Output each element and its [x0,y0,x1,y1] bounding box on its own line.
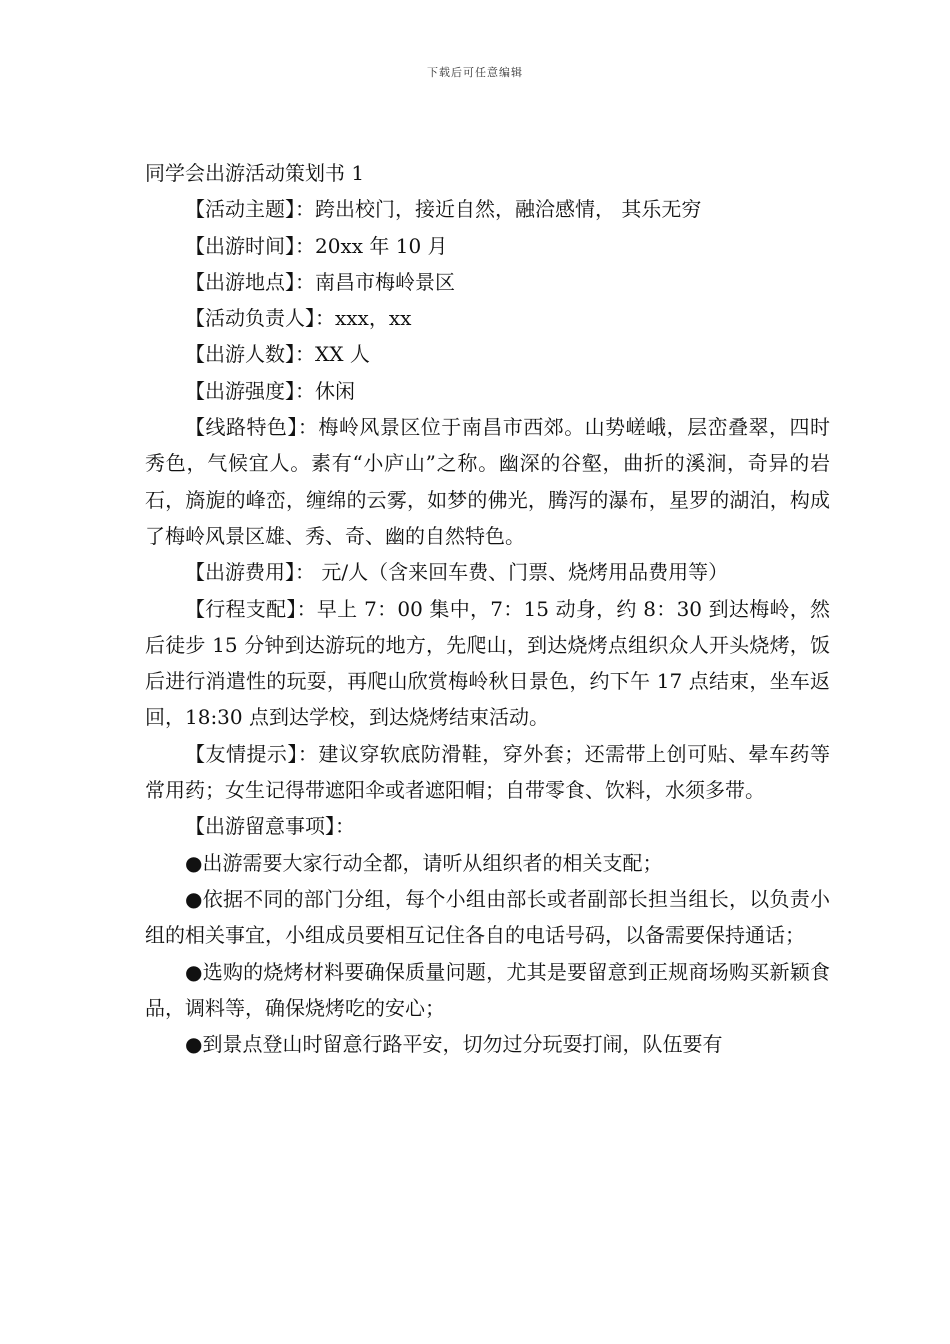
item-headcount [145,336,830,372]
item-label: 【出游地点】： [185,269,315,294]
item-label: 【出游人数】： [185,342,315,367]
item-label: 【出游时间】： [185,233,315,258]
item-label: 【线路特色】： [185,415,319,440]
item-route-features [145,409,830,554]
item-itinerary [145,591,830,736]
document-body [145,155,830,1062]
document-title: 同学会出游活动策划书 1 [145,161,365,185]
item-location [145,264,830,300]
item-intensity [145,373,830,409]
item-label: 【出游留意事项】： [185,814,355,839]
item-label: 【出游费用】： [185,560,315,585]
item-label: 【友情提示】： [185,741,319,766]
item-text: 梅岭风景区位于南昌市西郊。山势嵯峨，层峦叠翠，四时秀色，气候宜人。素有“小庐山”之称。幽深的谷壑，曲折的溪涧，奇异的岩石，旖旎的峰峦，缠绵的云雾，如梦的佛光，腾泻的瀑布，星罗的湖泊，构成了梅岭风景区雄、秀、奇、幽的自然特色。 [145,415,831,548]
bullet-item: ●到景点登山时留意行路平安，切勿过分玩耍打闹，队伍要有 [185,1032,723,1057]
item-text: 休闲 [315,378,355,403]
item-label: 【出游强度】： [185,378,315,403]
header-note: 下载后可任意编辑 [427,66,523,79]
item-organizer [145,300,830,336]
item-text: 南昌市梅岭景区 [315,269,455,294]
bullet-item: ●出游需要大家行动全都，请听从组织者的相关支配； [185,850,663,875]
item-text: XX 人 [315,342,370,367]
item-text: 跨出校门，接近自然，融洽感情， 其乐无穷 [315,197,702,222]
item-text: 建议穿软底防滑鞋，穿外套；还需带上创可贴、晕车药等常用药；女生记得带遮阳伞或者遮阳帽；自带零食、饮料，水须多带。 [145,741,831,803]
item-label: 【行程支配】： [185,596,317,621]
item-label: 【活动负责人】： [185,306,335,331]
bullet-item: ●依据不同的部门分组，每个小组由部长或者副部长担当组长，以负责小组的相关事宜，小组成员要相互记住各自的电话号码，以备需要保持通话； [145,886,830,948]
bullet-item: ●选购的烧烤材料要确保质量问题，尤其是要留意到正规商场购买新颖食品，调料等，确保烧烤吃的安心； [145,959,830,1020]
item-tips [145,736,830,809]
item-theme [145,191,830,227]
item-cost [145,554,830,590]
item-label: 【活动主题】： [185,197,315,222]
item-notes-heading [145,808,830,844]
item-text: 早上 7：00 集中，7：15 动身，约 8：30 到达梅岭，然后徒步 15 分钟到达游玩的地方，先爬山，到达烧烤点组织众人开头烧烤，饭后进行消遣性的玩耍，再爬山欣赏梅岭秋日景色，约下午 17 点结束，坐车返回，18:30 点到达学校，到达烧烤结束活动。 [145,596,831,730]
item-time [145,228,830,264]
item-text: 元/人（含来回车费、门票、烧烤用品费用等） [315,560,729,585]
item-text: xxx，xx [335,306,412,331]
item-text: 20xx 年 10 月 [315,233,448,258]
